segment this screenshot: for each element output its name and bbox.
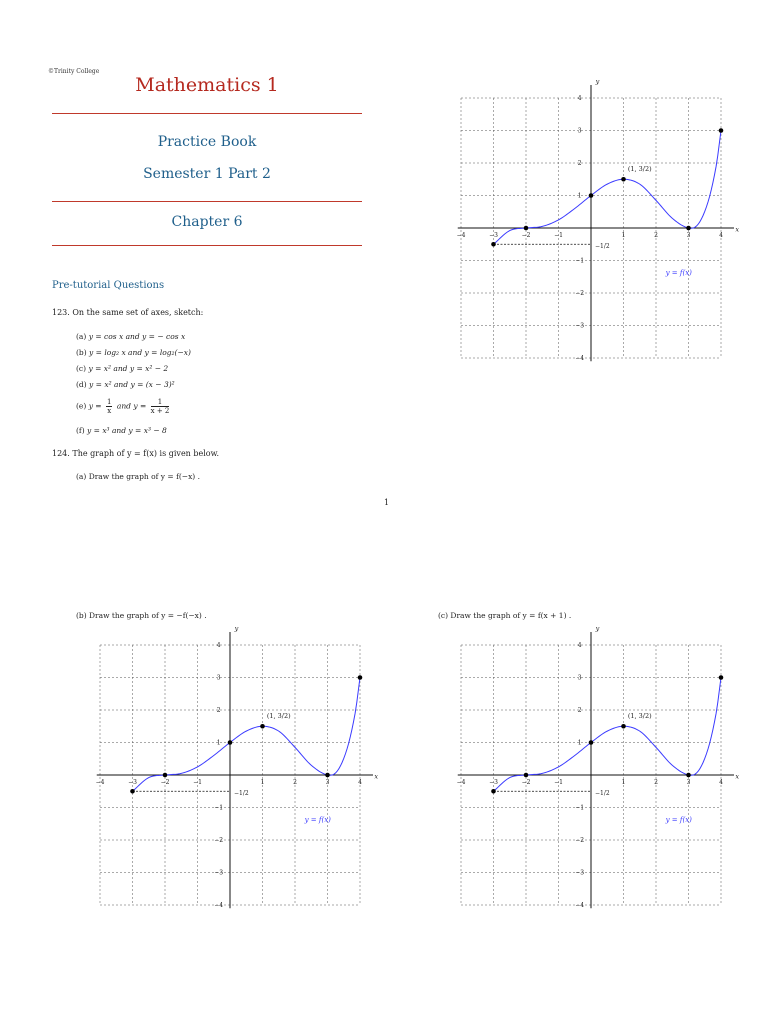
item-label: (b) bbox=[76, 348, 87, 357]
key-point bbox=[130, 789, 135, 794]
key-point bbox=[325, 773, 330, 778]
x-tick-label: 4 bbox=[358, 779, 362, 787]
item-label: (a) bbox=[76, 332, 87, 341]
item-text: y = x³ and y = x³ − 8 bbox=[87, 426, 167, 435]
max-point-label: (1, 3/2) bbox=[266, 712, 291, 721]
document-title: Mathematics 1 bbox=[135, 74, 279, 96]
x-tick-label: 3 bbox=[686, 779, 691, 787]
x-tick-label: 1 bbox=[621, 232, 626, 240]
curve-label: y = f(x) bbox=[304, 816, 331, 825]
y-tick-label: 2 bbox=[577, 160, 582, 167]
x-tick-label: 2 bbox=[293, 779, 297, 787]
fraction-numerator: 1 bbox=[151, 398, 170, 407]
x-tick-label: −4 bbox=[456, 232, 466, 240]
y-tick-label: 4 bbox=[216, 642, 221, 649]
y-tick-label: −1 bbox=[575, 257, 585, 265]
chapter-title: Chapter 6 bbox=[171, 214, 243, 230]
y-tick-label: 1 bbox=[577, 739, 582, 747]
item-text: y = cos x and y = − cos x bbox=[88, 332, 186, 341]
function-graph bbox=[96, 624, 379, 909]
key-point bbox=[524, 773, 529, 778]
x-tick-label: 1 bbox=[621, 779, 626, 787]
key-point bbox=[686, 773, 691, 778]
key-point bbox=[491, 789, 496, 794]
item-label: (e) bbox=[76, 401, 87, 411]
question-124-text: 124. The graph of y = f(x) is given below. bbox=[52, 449, 220, 458]
y-tick-label: −4 bbox=[575, 902, 585, 909]
x-axis-label: x bbox=[374, 772, 379, 781]
y-tick-label: 3 bbox=[577, 674, 582, 682]
y-tick-label: 1 bbox=[216, 739, 221, 747]
y-tick-label: −4 bbox=[214, 902, 224, 909]
x-tick-label: 3 bbox=[686, 232, 691, 240]
y-tick-label: 1 bbox=[577, 192, 582, 200]
y-tick-label: −4 bbox=[575, 355, 585, 362]
question-123-text: 123. On the same set of axes, sketch: bbox=[52, 308, 204, 317]
key-point bbox=[228, 740, 233, 745]
y-tick-label: 4 bbox=[577, 95, 582, 102]
fraction-numerator: 1 bbox=[106, 398, 112, 406]
key-point bbox=[589, 740, 594, 745]
x-tick-label: −2 bbox=[160, 779, 170, 787]
function-graph bbox=[457, 624, 740, 909]
key-point bbox=[358, 675, 363, 680]
question-124-part-c: (c) Draw the graph of y = f(x + 1) . bbox=[438, 611, 572, 620]
x-tick-label: −3 bbox=[489, 779, 498, 787]
book-subtitle: Practice Book bbox=[157, 134, 257, 150]
section-heading: Pre-tutorial Questions bbox=[52, 280, 165, 291]
item-prefix: y = bbox=[88, 401, 102, 411]
x-tick-label: 3 bbox=[325, 779, 330, 787]
max-point-label: (1, 3/2) bbox=[627, 712, 652, 721]
y-tick-label: 2 bbox=[216, 707, 221, 714]
key-point bbox=[163, 773, 168, 778]
x-tick-label: −3 bbox=[489, 232, 498, 240]
x-tick-label: 1 bbox=[260, 779, 265, 787]
question-124-part-b: (b) Draw the graph of y = −f(−x) . bbox=[76, 611, 207, 620]
y-tick-label: −2 bbox=[575, 290, 585, 297]
x-tick-label: −4 bbox=[95, 779, 105, 787]
item-label: (d) bbox=[76, 380, 87, 389]
y-tick-label: −2 bbox=[575, 837, 585, 844]
x-tick-label: −2 bbox=[521, 232, 531, 240]
y-axis-label: y bbox=[595, 624, 600, 633]
y-axis-label: y bbox=[234, 624, 239, 633]
y-tick-label: −1 bbox=[575, 804, 585, 812]
x-tick-label: −3 bbox=[128, 779, 137, 787]
fraction-denominator: x + 2 bbox=[150, 407, 170, 415]
item-mid: and y = bbox=[116, 401, 147, 411]
key-point bbox=[524, 226, 529, 231]
x-tick-label: 2 bbox=[654, 232, 658, 240]
y-tick-label: 3 bbox=[216, 674, 221, 682]
key-point bbox=[686, 226, 691, 231]
y-tick-label: −1 bbox=[214, 804, 224, 812]
copyright-notice: ©Trinity College bbox=[48, 68, 100, 75]
x-tick-label: −2 bbox=[521, 779, 531, 787]
key-point bbox=[719, 128, 724, 133]
key-point bbox=[621, 177, 626, 182]
curve-label: y = f(x) bbox=[665, 269, 692, 278]
x-axis-label: x bbox=[735, 772, 740, 781]
x-tick-label: 2 bbox=[654, 779, 658, 787]
half-label: −1/2 bbox=[234, 789, 249, 797]
function-graph bbox=[457, 77, 740, 362]
key-point bbox=[589, 193, 594, 198]
x-tick-label: 4 bbox=[719, 779, 723, 787]
curve-label: y = f(x) bbox=[665, 816, 692, 825]
max-point-label: (1, 3/2) bbox=[627, 165, 652, 174]
y-tick-label: −3 bbox=[214, 869, 224, 877]
item-label: (f) bbox=[76, 426, 85, 435]
x-tick-label: −1 bbox=[193, 779, 202, 787]
y-axis-label: y bbox=[595, 77, 600, 86]
item-text: y = log₂ x and y = log₂(−x) bbox=[89, 348, 191, 357]
key-point bbox=[260, 724, 265, 729]
x-tick-label: 4 bbox=[719, 232, 723, 240]
half-label: −1/2 bbox=[595, 242, 610, 250]
y-tick-label: 2 bbox=[577, 707, 582, 714]
y-tick-label: −2 bbox=[214, 837, 224, 844]
y-tick-label: −3 bbox=[575, 869, 585, 877]
y-tick-label: 4 bbox=[577, 642, 582, 649]
x-tick-label: −4 bbox=[456, 779, 466, 787]
key-point bbox=[621, 724, 626, 729]
item-text: y = x² and y = x² − 2 bbox=[88, 364, 169, 373]
question-124-part-a: (a) Draw the graph of y = f(−x) . bbox=[76, 472, 200, 481]
x-tick-label: −1 bbox=[554, 232, 563, 240]
fraction-denominator: x bbox=[107, 407, 112, 415]
semester-subtitle: Semester 1 Part 2 bbox=[143, 166, 271, 182]
y-tick-label: 3 bbox=[577, 127, 582, 135]
key-point bbox=[719, 675, 724, 680]
key-point bbox=[491, 242, 496, 247]
x-tick-label: −1 bbox=[554, 779, 563, 787]
item-text: y = x² and y = (x − 3)² bbox=[89, 380, 175, 389]
item-label: (c) bbox=[76, 364, 87, 373]
half-label: −1/2 bbox=[595, 789, 610, 797]
page-number: 1 bbox=[384, 498, 390, 507]
y-tick-label: −3 bbox=[575, 322, 585, 330]
x-axis-label: x bbox=[735, 225, 740, 234]
